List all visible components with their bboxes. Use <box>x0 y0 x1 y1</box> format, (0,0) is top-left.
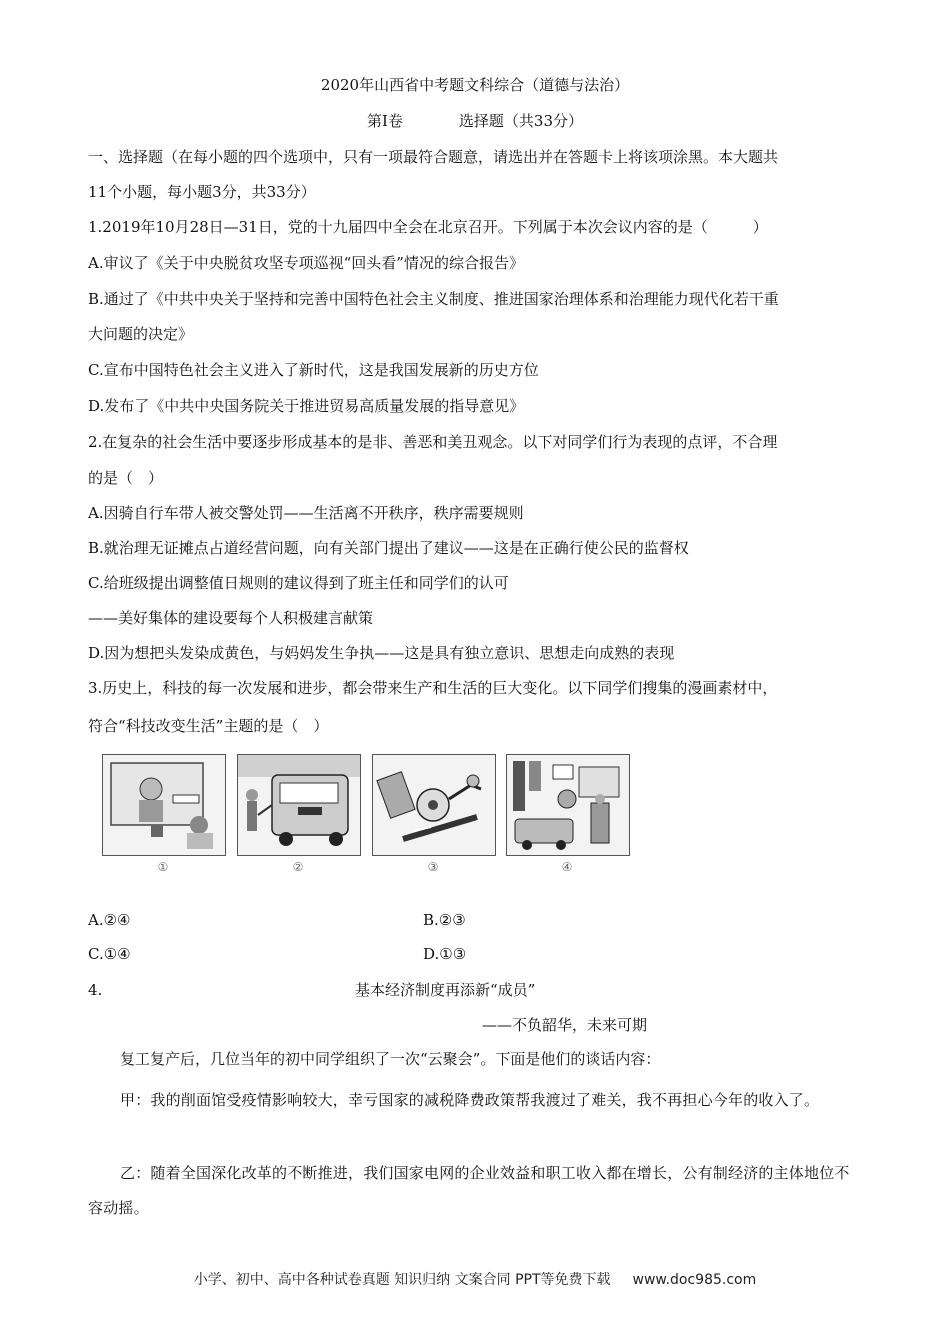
question-2-option-a: A.因骑自行车带人被交警处罚——生活离不开秩序，秩序需要规则 <box>88 504 524 522</box>
section-title: 选择题（共33分） <box>458 112 584 130</box>
footer-url[interactable]: www.doc985.com <box>632 1272 757 1288</box>
question-2-stem-line-2: 的是（ ） <box>88 469 164 487</box>
section-part: 第Ⅰ卷 <box>366 112 403 130</box>
comic-panel-2 <box>237 754 361 856</box>
robot-arm-illustration <box>373 755 495 855</box>
question-1-option-b-line-2: 大问题的决定》 <box>88 325 194 343</box>
instructions-line-1: 一、选择题（在每小题的四个选项中，只有一项最符合题意，请选出并在答题卡上将该项涂黑。本大题共 <box>88 148 779 166</box>
question-4-speaker-yi: 乙：随着全国深化改革的不断推进，我们国家电网的企业效益和职工收入都在增长，公有制经济的主体地位不容动摇。 <box>88 1164 850 1217</box>
question-4-speaker-jia: 甲：我的削面馆受疫情影响较大，幸亏国家的减税降费政策帮我渡过了难关，我不再担心今年的收入了。 <box>120 1091 820 1109</box>
question-1-option-a: A.审议了《关于中央脱贫攻坚专项巡视“回头看”情况的综合报告》 <box>88 254 524 272</box>
question-3-option-b: B.②③ <box>423 911 466 929</box>
comic-panel-1 <box>102 754 226 856</box>
question-3-stem-line-1: 3.历史上，科技的每一次发展和进步，都会带来生产和生活的巨大变化。以下同学们搜集的漫画素材中， <box>88 679 778 697</box>
comic-panel-4-label: ④ <box>561 860 573 874</box>
question-1-option-d: D.发布了《中共中央国务院关于推进贸易高质量发展的指导意见》 <box>88 397 525 415</box>
instructions-line-2: 11个小题，每小题3分，共33分） <box>88 183 316 201</box>
comic-panel-1-label: ① <box>157 860 169 874</box>
comic-panel-4 <box>506 754 630 856</box>
question-1-stem: 1.2019年10月28日—31日，党的十九届四中全会在北京召开。下列属于本次会议内容的是（ ） <box>88 218 768 236</box>
question-2-option-b: B.就治理无证摊点占道经营问题，向有关部门提出了建议——这是在正确行使公民的监督权 <box>88 539 689 557</box>
question-3-option-a: A.②④ <box>88 911 131 929</box>
comic-panel-3-label: ③ <box>427 860 439 874</box>
comic-panels <box>102 754 622 878</box>
question-3-option-c: C.①④ <box>88 945 131 963</box>
smart-service-illustration <box>507 755 629 855</box>
footer-text: 小学、初中、高中各种试卷真题 知识归纳 文案合同 PPT等免费下载 <box>193 1272 611 1288</box>
question-2-option-c-line-2: ——美好集体的建设要每个人积极建言献策 <box>88 609 374 627</box>
page-title: 2020年山西省中考题文科综合（道德与法治） <box>320 76 630 94</box>
question-4-heading: 基本经济制度再添新“成员” <box>355 981 536 999</box>
page-footer <box>0 1269 950 1289</box>
question-3-option-d: D.①③ <box>423 945 467 963</box>
question-4-intro: 复工复产后，几位当年的初中同学组织了一次“云聚会”。下面是他们的谈话内容： <box>120 1050 661 1068</box>
bus-illustration <box>238 755 360 855</box>
question-3-stem-line-2: 符合“科技改变生活”主题的是（ ） <box>88 717 329 735</box>
comic-panel-2-label: ② <box>292 860 304 874</box>
question-2-stem-line-1: 2.在复杂的社会生活中要逐步形成基本的是非、善恶和美丑观念。以下对同学们行为表现的点评，不合理 <box>88 433 778 451</box>
section-header <box>0 110 950 132</box>
online-class-illustration <box>103 755 225 855</box>
question-4-number: 4. <box>88 981 103 999</box>
question-4-subheading: ——不负韶华，未来可期 <box>482 1016 648 1034</box>
question-2-option-d: D.因为想把头发染成黄色，与妈妈发生争执——这是具有独立意识、思想走向成熟的表现 <box>88 644 675 662</box>
question-1-option-c: C.宣布中国特色社会主义进入了新时代，这是我国发展新的历史方位 <box>88 361 539 379</box>
comic-panel-3 <box>372 754 496 856</box>
question-2-option-c-line-1: C.给班级提出调整值日规则的建议得到了班主任和同学们的认可 <box>88 574 509 592</box>
question-1-option-b-line-1: B.通过了《中共中央关于坚持和完善中国特色社会主义制度、推进国家治理体系和治理能力现代化若干重 <box>88 290 779 308</box>
